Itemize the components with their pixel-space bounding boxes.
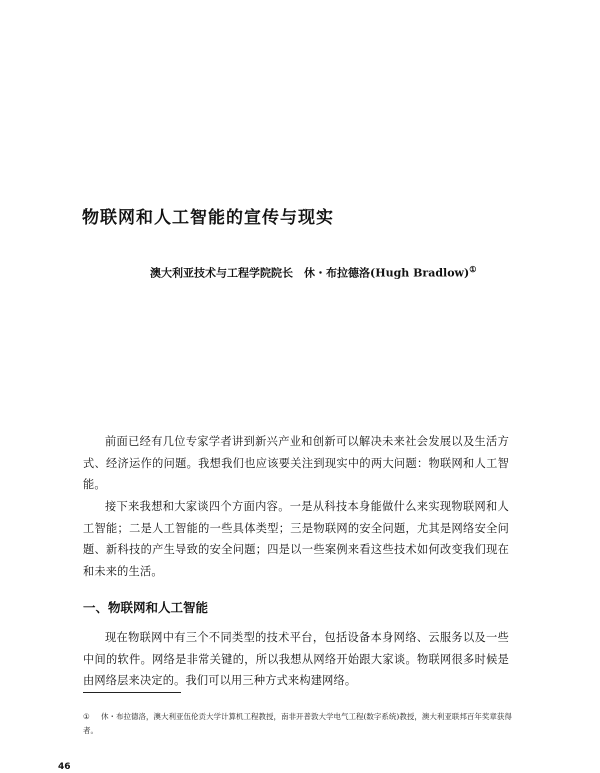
footnote-marker: ①	[83, 712, 90, 721]
author-name: 澳大利亚技术与工程学院院长 休・布拉德洛(Hugh Bradlow)	[150, 266, 470, 280]
section-heading: 一、物联网和人工智能	[83, 600, 209, 615]
article-title: 物联网和人工智能的宣传与现实	[82, 208, 334, 228]
section-paragraph: 现在物联网中有三个不同类型的技术平台，包括设备本身网络、云服务以及一些中间的软件。网络是非常关键的，所以我想从网络开始跟大家谈。物联网很多时候是由网络层来决定的。我们可以用三种方式来构建网络。	[83, 631, 509, 688]
footnote-text: 休・布拉德洛，澳大利亚伍伦贡大学计算机工程教授，南非开普敦大学电气工程(数字系统)教授，澳大利亚联邦百年奖章获得者。	[83, 712, 512, 735]
page-number: 46	[58, 762, 71, 772]
body-paragraph-2: 接下来我想和大家谈四个方面内容。一是从科技本身能做什么来实现物联网和人工智能；二是人工智能的一些具体类型；三是物联网的安全问题，尤其是网络安全问题、新科技的产生导致的安全问题；四是以一些案例来看这些技术如何改变我们现在和未来的生活。	[83, 500, 509, 578]
author-footnote-marker: ①	[469, 264, 477, 274]
body-paragraph-1: 前面已经有几位专家学者讲到新兴产业和创新可以解决未来社会发展以及生活方式、经济运作的问题。我想我们也应该要关注到现实中的两大问题：物联网和人工智能。	[83, 435, 509, 492]
author-line	[150, 264, 550, 281]
footnote	[83, 710, 513, 738]
footnote-divider	[83, 692, 181, 693]
